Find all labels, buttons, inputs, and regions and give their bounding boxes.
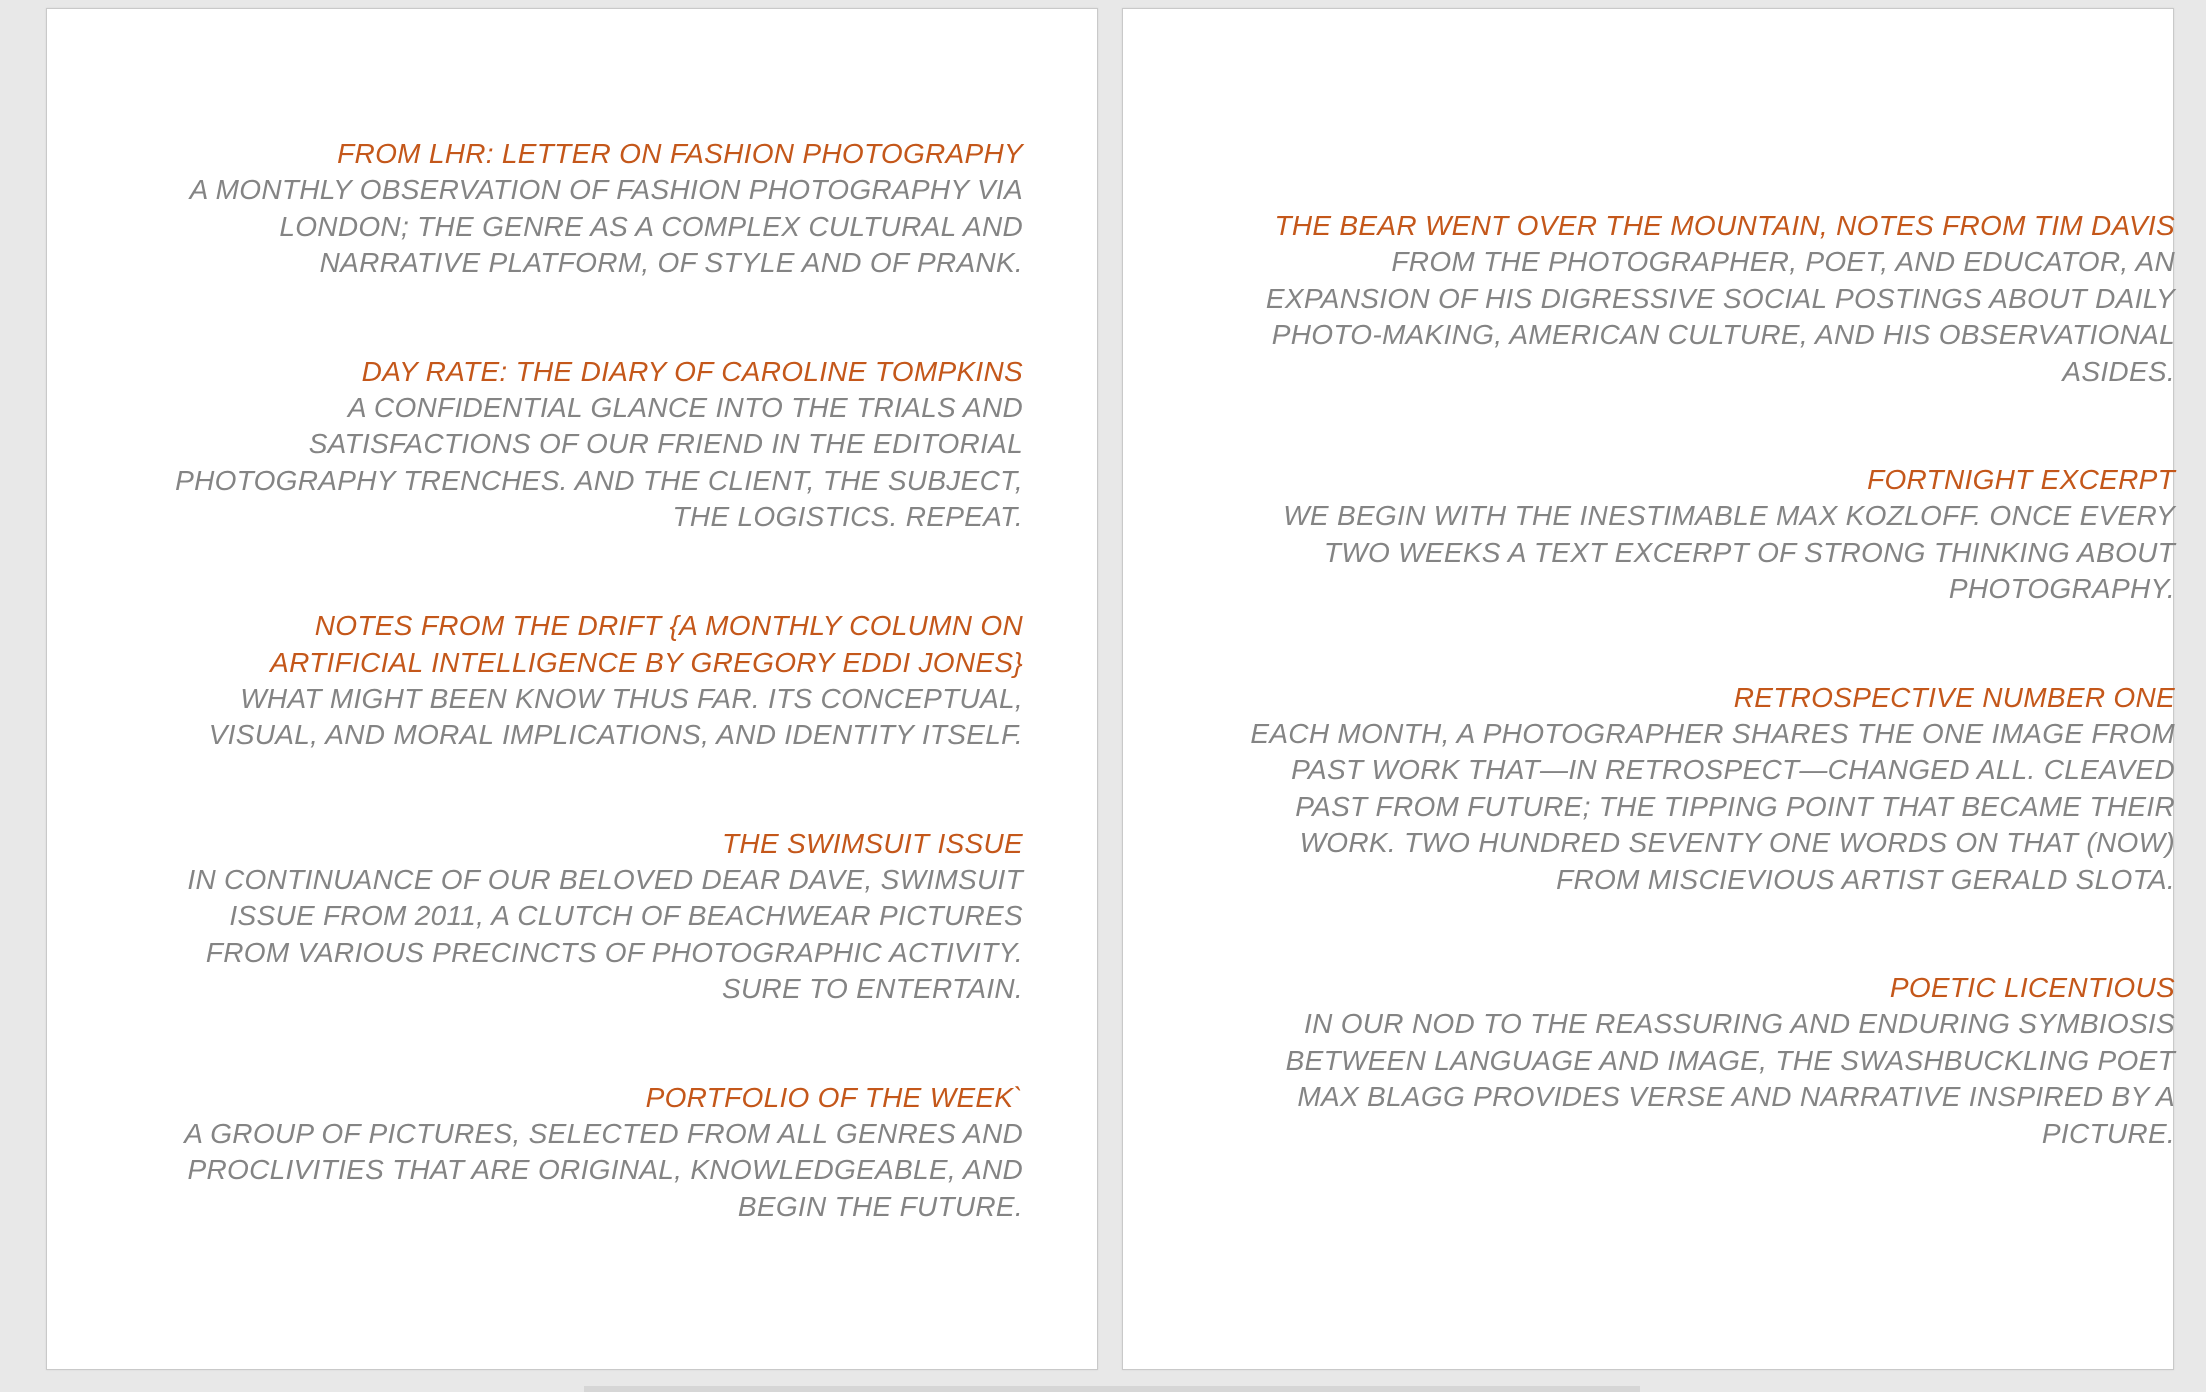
section-fortnight-excerpt	[1233, 461, 2175, 608]
document-page-left	[46, 8, 1098, 1370]
section-title: NOTES FROM THE DRIFT {A MONTHLY COLUMN ON ARTIFICIAL INTELLIGENCE BY GREGORY EDDI JONES}	[270, 609, 1023, 678]
section-title: THE SWIMSUIT ISSUE	[722, 827, 1023, 859]
section-description: FROM THE PHOTOGRAPHER, POET, AND EDUCATOR, AN EXPANSION OF HIS DIGRESSIVE SOCIAL POSTINGS ABOUT DAILY PHOTO-MAKING, AMERICAN CULTURE, AND HIS OBSERVATIONAL ASIDES.	[1265, 246, 2175, 387]
section-description: IN OUR NOD TO THE REASSURING AND ENDURING SYMBIOSIS BETWEEN LANGUAGE AND IMAGE, THE SWASHBUCKLING POET MAX BLAGG PROVIDES VERSE AND NARRATIVE INSPIRED BY A PICTURE.	[1285, 1008, 2175, 1149]
section-day-rate	[157, 353, 1023, 536]
section-title: POETIC LICENTIOUS	[1889, 972, 2175, 1003]
horizontal-scrollbar[interactable]	[584, 1386, 1640, 1392]
page-left-column	[157, 135, 1023, 1296]
section-description: WE BEGIN WITH THE INESTIMABLE MAX KOZLOFF. ONCE EVERY TWO WEEKS A TEXT EXCERPT OF STRONG THINKING ABOUT PHOTOGRAPHY.	[1283, 500, 2175, 604]
section-title: RETROSPECTIVE NUMBER ONE	[1733, 681, 2175, 713]
section-portfolio-of-week	[157, 1079, 1023, 1226]
section-title: THE BEAR WENT OVER THE MOUNTAIN, NOTES FROM TIM DAVIS	[1274, 210, 2175, 241]
section-description: A GROUP OF PICTURES, SELECTED FROM ALL GENRES AND PROCLIVITIES THAT ARE ORIGINAL, KNOWLEDGEABLE, AND BEGIN THE FUTURE.	[184, 1117, 1023, 1222]
section-bear-over-mountain	[1233, 207, 2175, 390]
section-description: EACH MONTH, A PHOTOGRAPHER SHARES THE ONE IMAGE FROM PAST WORK THAT—IN RETROSPECT—CHANGED ALL. CLEAVED PAST FROM FUTURE; THE TIPPING POINT THAT BECAME THEIR WORK. TWO HUNDRED SEVENTY ONE WORDS ON THAT (NOW) FROM MISCIEVIOUS ARTIST GERALD SLOTA.	[1250, 717, 2175, 895]
section-title: DAY RATE: THE DIARY OF CAROLINE TOMPKINS	[361, 355, 1023, 387]
section-notes-from-drift	[157, 607, 1023, 754]
section-swimsuit-issue	[157, 825, 1023, 1008]
section-description: A CONFIDENTIAL GLANCE INTO THE TRIALS AND SATISFACTIONS OF OUR FRIEND IN THE EDITORIAL PHOTOGRAPHY TRENCHES. AND THE CLIENT, THE SUBJECT, THE LOGISTICS. REPEAT.	[175, 391, 1023, 532]
section-description: WHAT MIGHT BEEN KNOW THUS FAR. ITS CONCEPTUAL, VISUAL, AND MORAL IMPLICATIONS, AND IDENTITY ITSELF.	[208, 682, 1023, 750]
section-description: IN CONTINUANCE OF OUR BELOVED DEAR DAVE, SWIMSUIT ISSUE FROM 2011, A CLUTCH OF BEACHWEAR PICTURES FROM VARIOUS PRECINCTS OF PHOTOGRAPHIC ACTIVITY. SURE TO ENTERTAIN.	[187, 863, 1023, 1004]
section-poetic-licentious	[1233, 969, 2175, 1152]
section-letter-fashion	[157, 135, 1023, 282]
section-title: FORTNIGHT EXCERPT	[1867, 464, 2175, 495]
section-retrospective-number-one	[1233, 679, 2175, 899]
section-title: FROM LHR: LETTER ON FASHION PHOTOGRAPHY	[337, 138, 1023, 169]
document-page-right	[1122, 8, 2174, 1370]
section-description: A MONTHLY OBSERVATION OF FASHION PHOTOGRAPHY VIA LONDON; THE GENRE AS A COMPLEX CULTURAL AND NARRATIVE PLATFORM, OF STYLE AND OF PRANK.	[189, 174, 1023, 278]
section-title: PORTFOLIO OF THE WEEK`	[645, 1081, 1023, 1113]
page-right-column	[1233, 207, 2175, 1223]
